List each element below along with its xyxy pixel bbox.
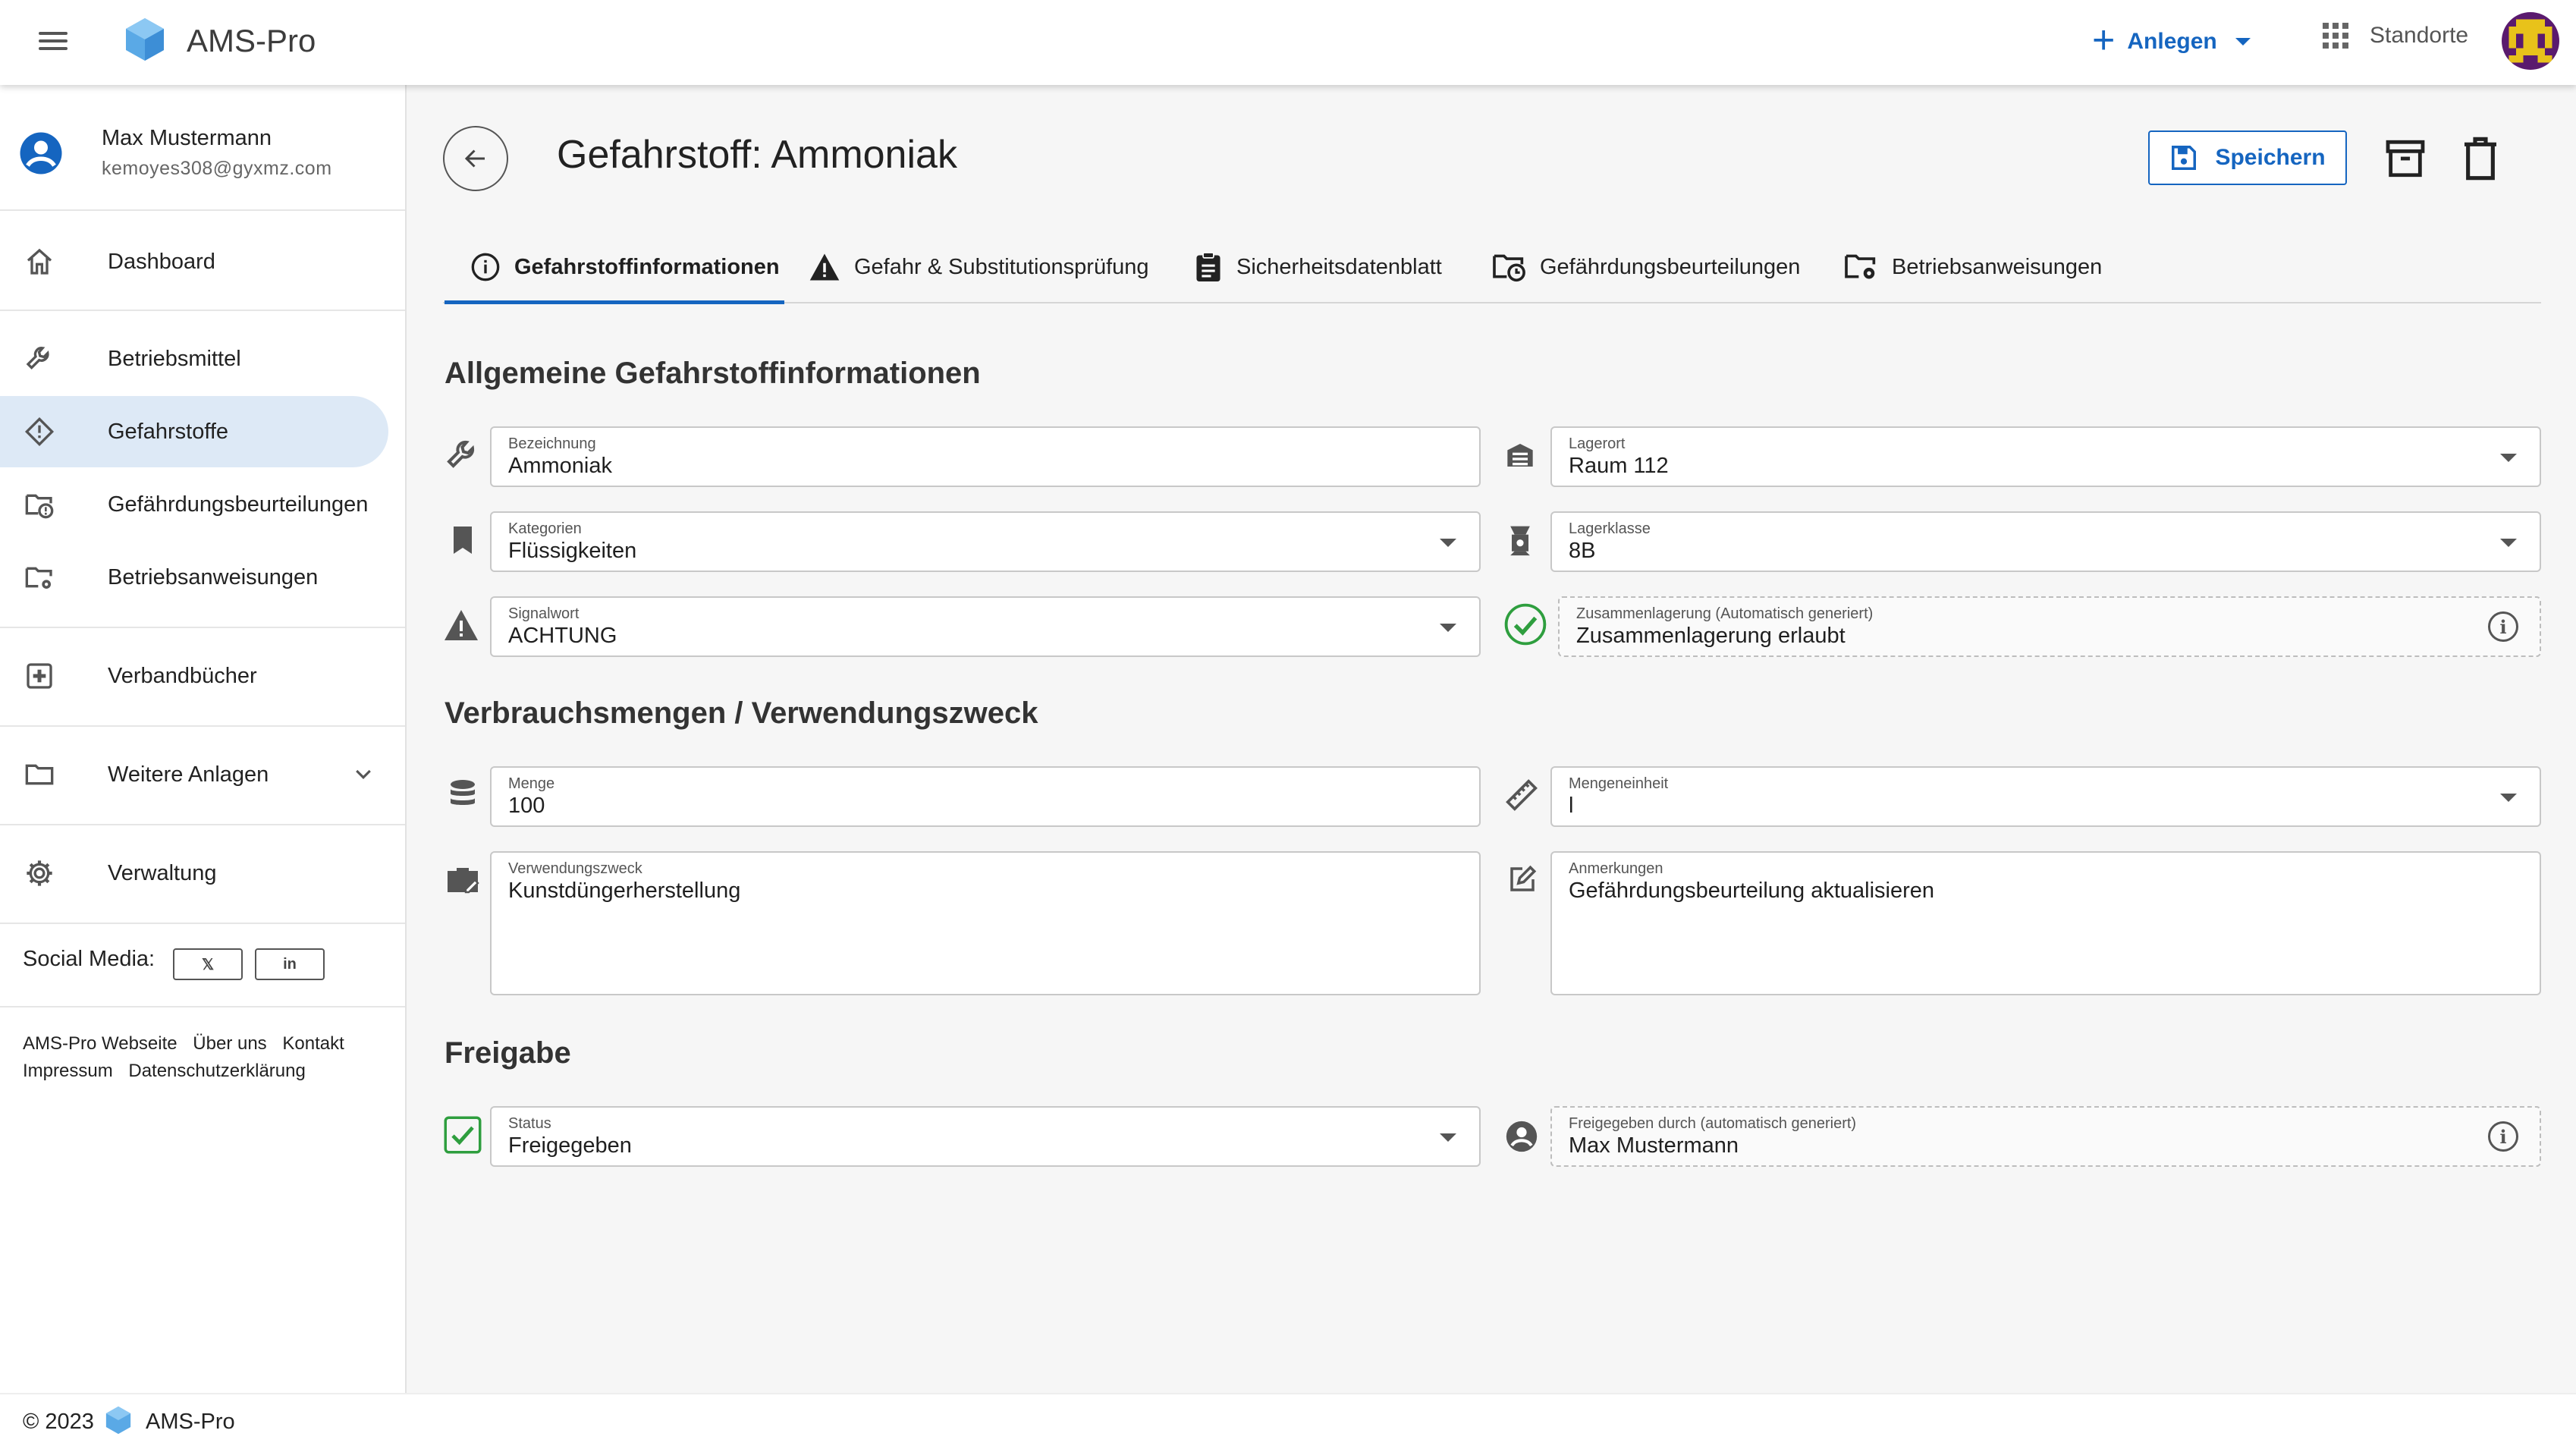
menge-field[interactable]	[490, 766, 1481, 827]
divider	[0, 1006, 405, 1007]
freigegeben-durch-field	[1550, 1106, 2541, 1167]
info-icon[interactable]: i	[2488, 611, 2518, 642]
anmerkungen-textarea[interactable]	[1550, 851, 2541, 995]
dropdown-arrow-icon	[1440, 1133, 1456, 1142]
tab-label: Betriebsanweisungen	[1892, 254, 2103, 279]
copyright: © 2023	[23, 1410, 94, 1434]
active-tab-indicator	[445, 300, 784, 304]
home-icon	[24, 247, 55, 277]
create-button[interactable]	[2092, 18, 2251, 62]
user-panel	[0, 85, 405, 211]
lagerort-select[interactable]	[1550, 426, 2541, 487]
social-media-label: Social Media:	[23, 947, 156, 971]
dropdown-arrow-icon	[1440, 539, 1456, 547]
tab-label: Sicherheitsdatenblatt	[1236, 254, 1442, 279]
create-label: Anlegen	[2127, 29, 2217, 54]
plus-icon: +	[2092, 18, 2116, 62]
signalwort-select[interactable]	[490, 596, 1481, 657]
archive-icon[interactable]	[2383, 137, 2427, 181]
storage-class-icon	[1505, 523, 1535, 557]
mengeneinheit-select[interactable]	[1550, 766, 2541, 827]
locations-button[interactable]	[2323, 23, 2468, 49]
folder-settings-icon	[1845, 252, 1878, 282]
apps-grid-icon	[2323, 23, 2348, 49]
folder-clock-icon	[1493, 252, 1526, 282]
field-label: Menge	[508, 775, 555, 792]
info-icon	[470, 252, 501, 282]
footer-logo-icon	[103, 1405, 134, 1435]
sidebar-item-label: Gefährdungsbeurteilungen	[108, 492, 369, 517]
folder-icon	[24, 759, 55, 790]
app-logo-icon	[121, 17, 168, 62]
x-social-button[interactable]	[173, 948, 243, 980]
sidebar-item-label: Weitere Anlagen	[108, 762, 269, 787]
sidebar-item-dashboard[interactable]	[0, 226, 388, 297]
sidebar-item-betriebsmittel[interactable]	[0, 323, 388, 395]
bezeichnung-field[interactable]	[490, 426, 1481, 487]
sidebar-item-label: Dashboard	[108, 249, 215, 274]
tab-label: Gefährdungsbeurteilungen	[1540, 254, 1801, 279]
field-label: Zusammenlagerung (Automatisch generiert)	[1576, 605, 1874, 622]
dropdown-arrow-icon	[2500, 794, 2517, 802]
divider	[0, 310, 405, 311]
field-label: Bezeichnung	[508, 435, 596, 452]
section-title-release: Freigabe	[445, 1036, 571, 1070]
field-value: 8B	[1569, 539, 1596, 563]
field-label: Lagerort	[1569, 435, 1626, 452]
footer-links-row-2	[23, 1061, 316, 1082]
sidebar-item-label: Verbandbücher	[108, 663, 257, 688]
menu-icon[interactable]	[35, 27, 71, 58]
arrow-left-icon	[462, 145, 489, 172]
briefcase-edit-icon	[445, 862, 481, 898]
field-label: Mengeneinheit	[1569, 775, 1669, 792]
gear-icon	[24, 858, 55, 888]
verwendungszweck-textarea[interactable]	[490, 851, 1481, 995]
app-title[interactable]: AMS-Pro	[187, 23, 316, 58]
save-icon	[2169, 143, 2198, 172]
field-label: Anmerkungen	[1569, 860, 1663, 877]
field-value: Freigegeben	[508, 1133, 632, 1158]
back-button[interactable]	[443, 126, 508, 191]
wrench-icon	[24, 344, 55, 374]
field-value: Zusammenlagerung erlaubt	[1576, 624, 1846, 648]
divider	[0, 923, 405, 924]
field-value: Ammoniak	[508, 454, 612, 478]
section-title-general: Allgemeine Gefahrstoffinformationen	[445, 357, 981, 390]
dropdown-arrow-icon	[1440, 624, 1456, 632]
tab-gefaehrdungsbeurteilungen[interactable]	[1493, 231, 1800, 303]
info-icon[interactable]: i	[2488, 1121, 2518, 1152]
tab-gefahrstoffinformationen[interactable]	[470, 231, 780, 303]
linkedin-button[interactable]	[255, 948, 325, 980]
tab-label: Gefahrstoffinformationen	[514, 254, 780, 279]
field-value: 100	[508, 794, 545, 818]
tab-sicherheitsdatenblatt[interactable]	[1194, 231, 1442, 303]
warning-icon	[809, 252, 840, 282]
hazard-diamond-icon	[24, 417, 55, 447]
field-value: Flüssigkeiten	[508, 539, 637, 563]
sidebar-item-verbandbuecher[interactable]	[0, 640, 388, 712]
chevron-down-icon	[352, 763, 375, 786]
sidebar-item-label: Gefahrstoffe	[108, 419, 229, 444]
tab-label: Gefahr & Substitutionsprüfung	[854, 254, 1149, 279]
folder-alert-icon	[24, 489, 55, 520]
field-label: Kategorien	[508, 520, 582, 537]
user-email: kemoyes308@gyxmz.com	[102, 158, 332, 179]
check-circle-icon	[1503, 602, 1547, 646]
clipboard-icon	[1194, 251, 1223, 283]
page-footer	[0, 1393, 2576, 1446]
link-privacy[interactable]: Datenschutzerklärung	[128, 1061, 306, 1081]
lagerklasse-select[interactable]	[1550, 511, 2541, 572]
sidebar-item-gefaehrdungsbeurteilungen[interactable]	[0, 469, 388, 540]
field-value: Max Mustermann	[1569, 1133, 1739, 1158]
user-avatar[interactable]	[2502, 12, 2559, 70]
save-label: Speichern	[2215, 145, 2326, 170]
locations-label: Standorte	[2370, 23, 2469, 48]
kategorien-select[interactable]	[490, 511, 1481, 572]
footer-app-name: AMS-Pro	[146, 1410, 235, 1434]
chevron-down-icon	[2235, 38, 2251, 46]
wrench-icon	[445, 437, 481, 473]
link-about[interactable]: Über uns	[193, 1033, 267, 1054]
x-icon: 𝕏	[201, 956, 215, 973]
sidebar-item-weitere-anlagen[interactable]	[0, 739, 388, 810]
database-icon	[445, 777, 481, 813]
zusammenlagerung-field	[1558, 596, 2541, 657]
footer-links-row-1	[23, 1033, 355, 1055]
link-contact[interactable]: Kontakt	[282, 1033, 344, 1054]
field-label: Freigegeben durch (automatisch generiert)	[1569, 1115, 1857, 1132]
save-button[interactable]	[2148, 130, 2347, 185]
account-circle-icon	[1505, 1120, 1538, 1153]
first-aid-icon	[24, 661, 55, 691]
field-label: Verwendungszweck	[508, 860, 642, 877]
checkbox-checked-icon	[443, 1115, 482, 1155]
edit-note-icon	[1506, 863, 1538, 895]
field-label: Status	[508, 1115, 551, 1132]
divider	[0, 725, 405, 727]
field-value: ACHTUNG	[508, 624, 617, 648]
field-value: Kunstdüngerherstellung	[508, 879, 741, 903]
tab-bar	[443, 231, 2541, 303]
linkedin-icon: in	[283, 955, 297, 973]
warning-icon	[443, 607, 479, 643]
tab-gefahr-substitution[interactable]	[809, 231, 1149, 303]
status-select[interactable]	[490, 1106, 1481, 1167]
dropdown-arrow-icon	[2500, 454, 2517, 462]
divider	[0, 824, 405, 825]
tab-betriebsanweisungen[interactable]	[1845, 231, 2102, 303]
page-title: Gefahrstoff: Ammoniak	[557, 133, 957, 177]
sidebar-item-label: Betriebsmittel	[108, 346, 241, 371]
ruler-icon	[1505, 778, 1538, 812]
sidebar	[0, 85, 407, 1393]
sidebar-item-label: Betriebsanweisungen	[108, 564, 319, 589]
delete-icon[interactable]	[2459, 135, 2502, 182]
account-circle-icon	[18, 130, 64, 176]
field-value: Gefährdungsbeurteilung aktualisieren	[1569, 879, 1935, 903]
bookmark-icon	[445, 522, 481, 558]
divider	[0, 627, 405, 628]
field-value: l	[1569, 794, 1574, 818]
field-label: Signalwort	[508, 605, 580, 622]
sidebar-item-betriebsanweisungen[interactable]	[0, 542, 388, 613]
sidebar-item-gefahrstoffe[interactable]	[0, 396, 388, 467]
sidebar-item-verwaltung[interactable]	[0, 838, 388, 909]
sidebar-item-label: Verwaltung	[108, 860, 217, 885]
warehouse-icon	[1505, 440, 1535, 470]
link-imprint[interactable]: Impressum	[23, 1061, 113, 1081]
top-app-bar	[0, 0, 2576, 85]
field-value: Raum 112	[1569, 454, 1669, 478]
dropdown-arrow-icon	[2500, 539, 2517, 547]
link-website[interactable]: AMS-Pro Webseite	[23, 1033, 177, 1054]
folder-settings-icon	[24, 562, 55, 593]
section-title-usage: Verbrauchsmengen / Verwendungszweck	[445, 696, 1038, 730]
field-label: Lagerklasse	[1569, 520, 1651, 537]
user-name: Max Mustermann	[102, 126, 272, 150]
